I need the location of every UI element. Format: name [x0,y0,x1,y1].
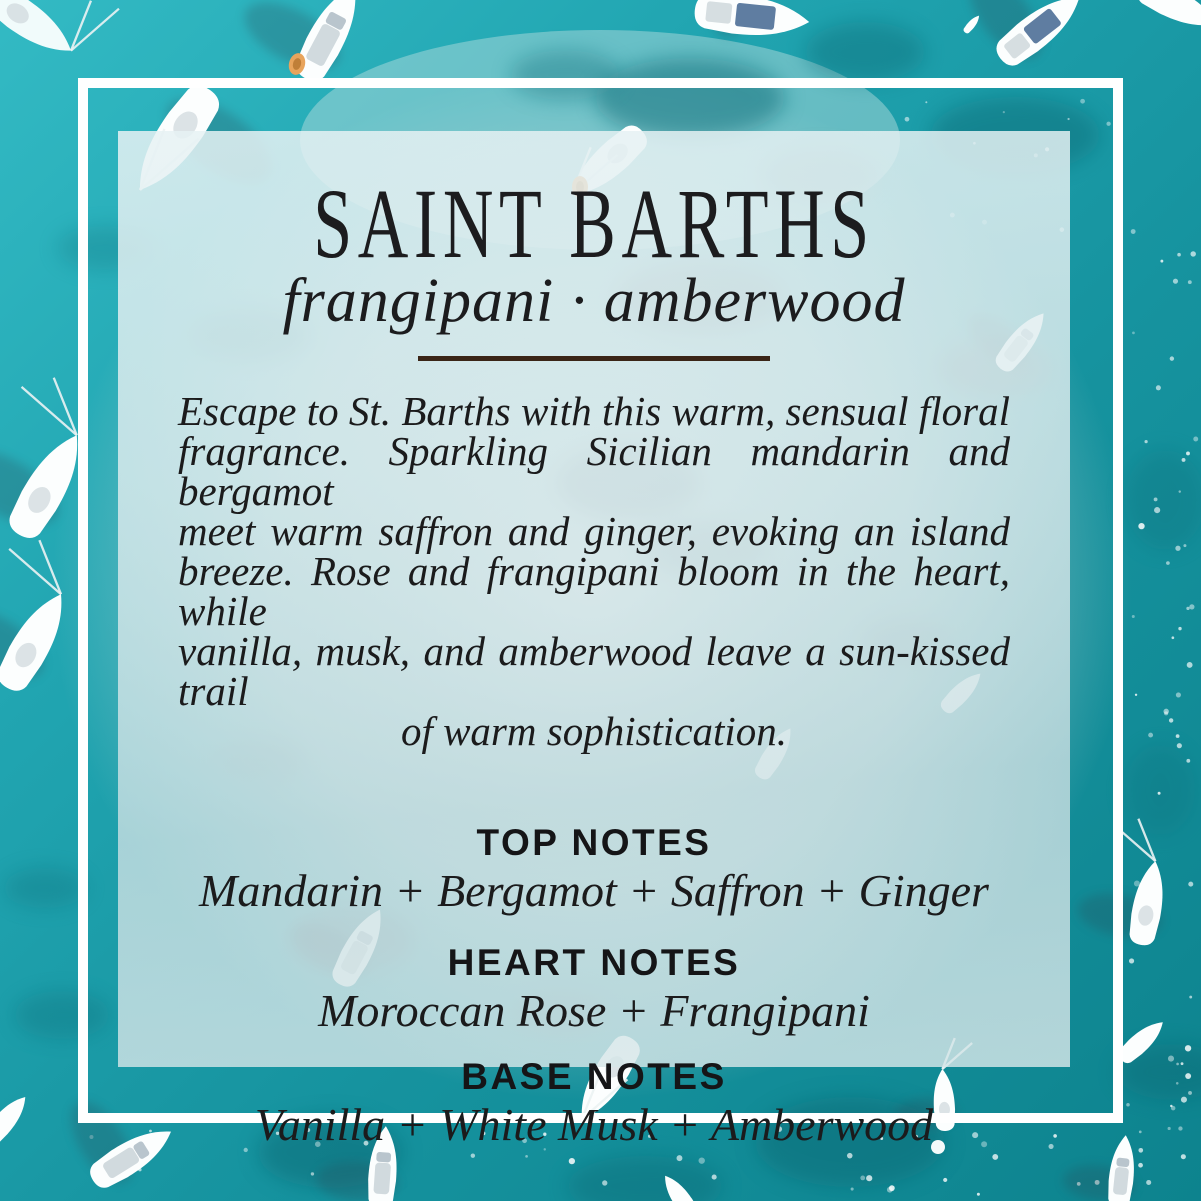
divider-line [418,356,770,361]
base-notes-list: Vanilla + White Musk + Amberwood [254,1099,934,1150]
description-line: vanilla, musk, and amberwood leave a sun-kissed trail [178,628,1010,714]
description-line: meet warm saffron and ginger, evoking an island [178,508,1010,554]
card-content [118,131,1070,1150]
scent-subtitle: frangipani · amberwood [282,267,906,335]
base-notes-section [118,1055,1070,1151]
heart-notes-list: Moroccan Rose + Frangipani [318,985,870,1036]
heart-notes-section [118,941,1070,1037]
base-notes-heading: BASE NOTES [461,1056,727,1097]
heart-notes-heading: HEART NOTES [447,942,741,983]
description-line: of warm sophistication. [400,708,788,754]
description-line: breeze. Rose and frangipani bloom in the heart, while [178,548,1010,634]
top-notes-heading: TOP NOTES [476,822,712,863]
product-title: SAINT BARTHS [313,168,875,279]
description-line: fragrance. Sparkling Sicilian mandarin and bergamot [178,428,1010,514]
fragrance-description [178,388,1010,754]
top-notes-section [118,821,1070,917]
top-notes-list: Mandarin + Bergamot + Saffron + Ginger [199,865,989,916]
description-line: Escape to St. Barths with this warm, sensual floral [178,388,1010,434]
